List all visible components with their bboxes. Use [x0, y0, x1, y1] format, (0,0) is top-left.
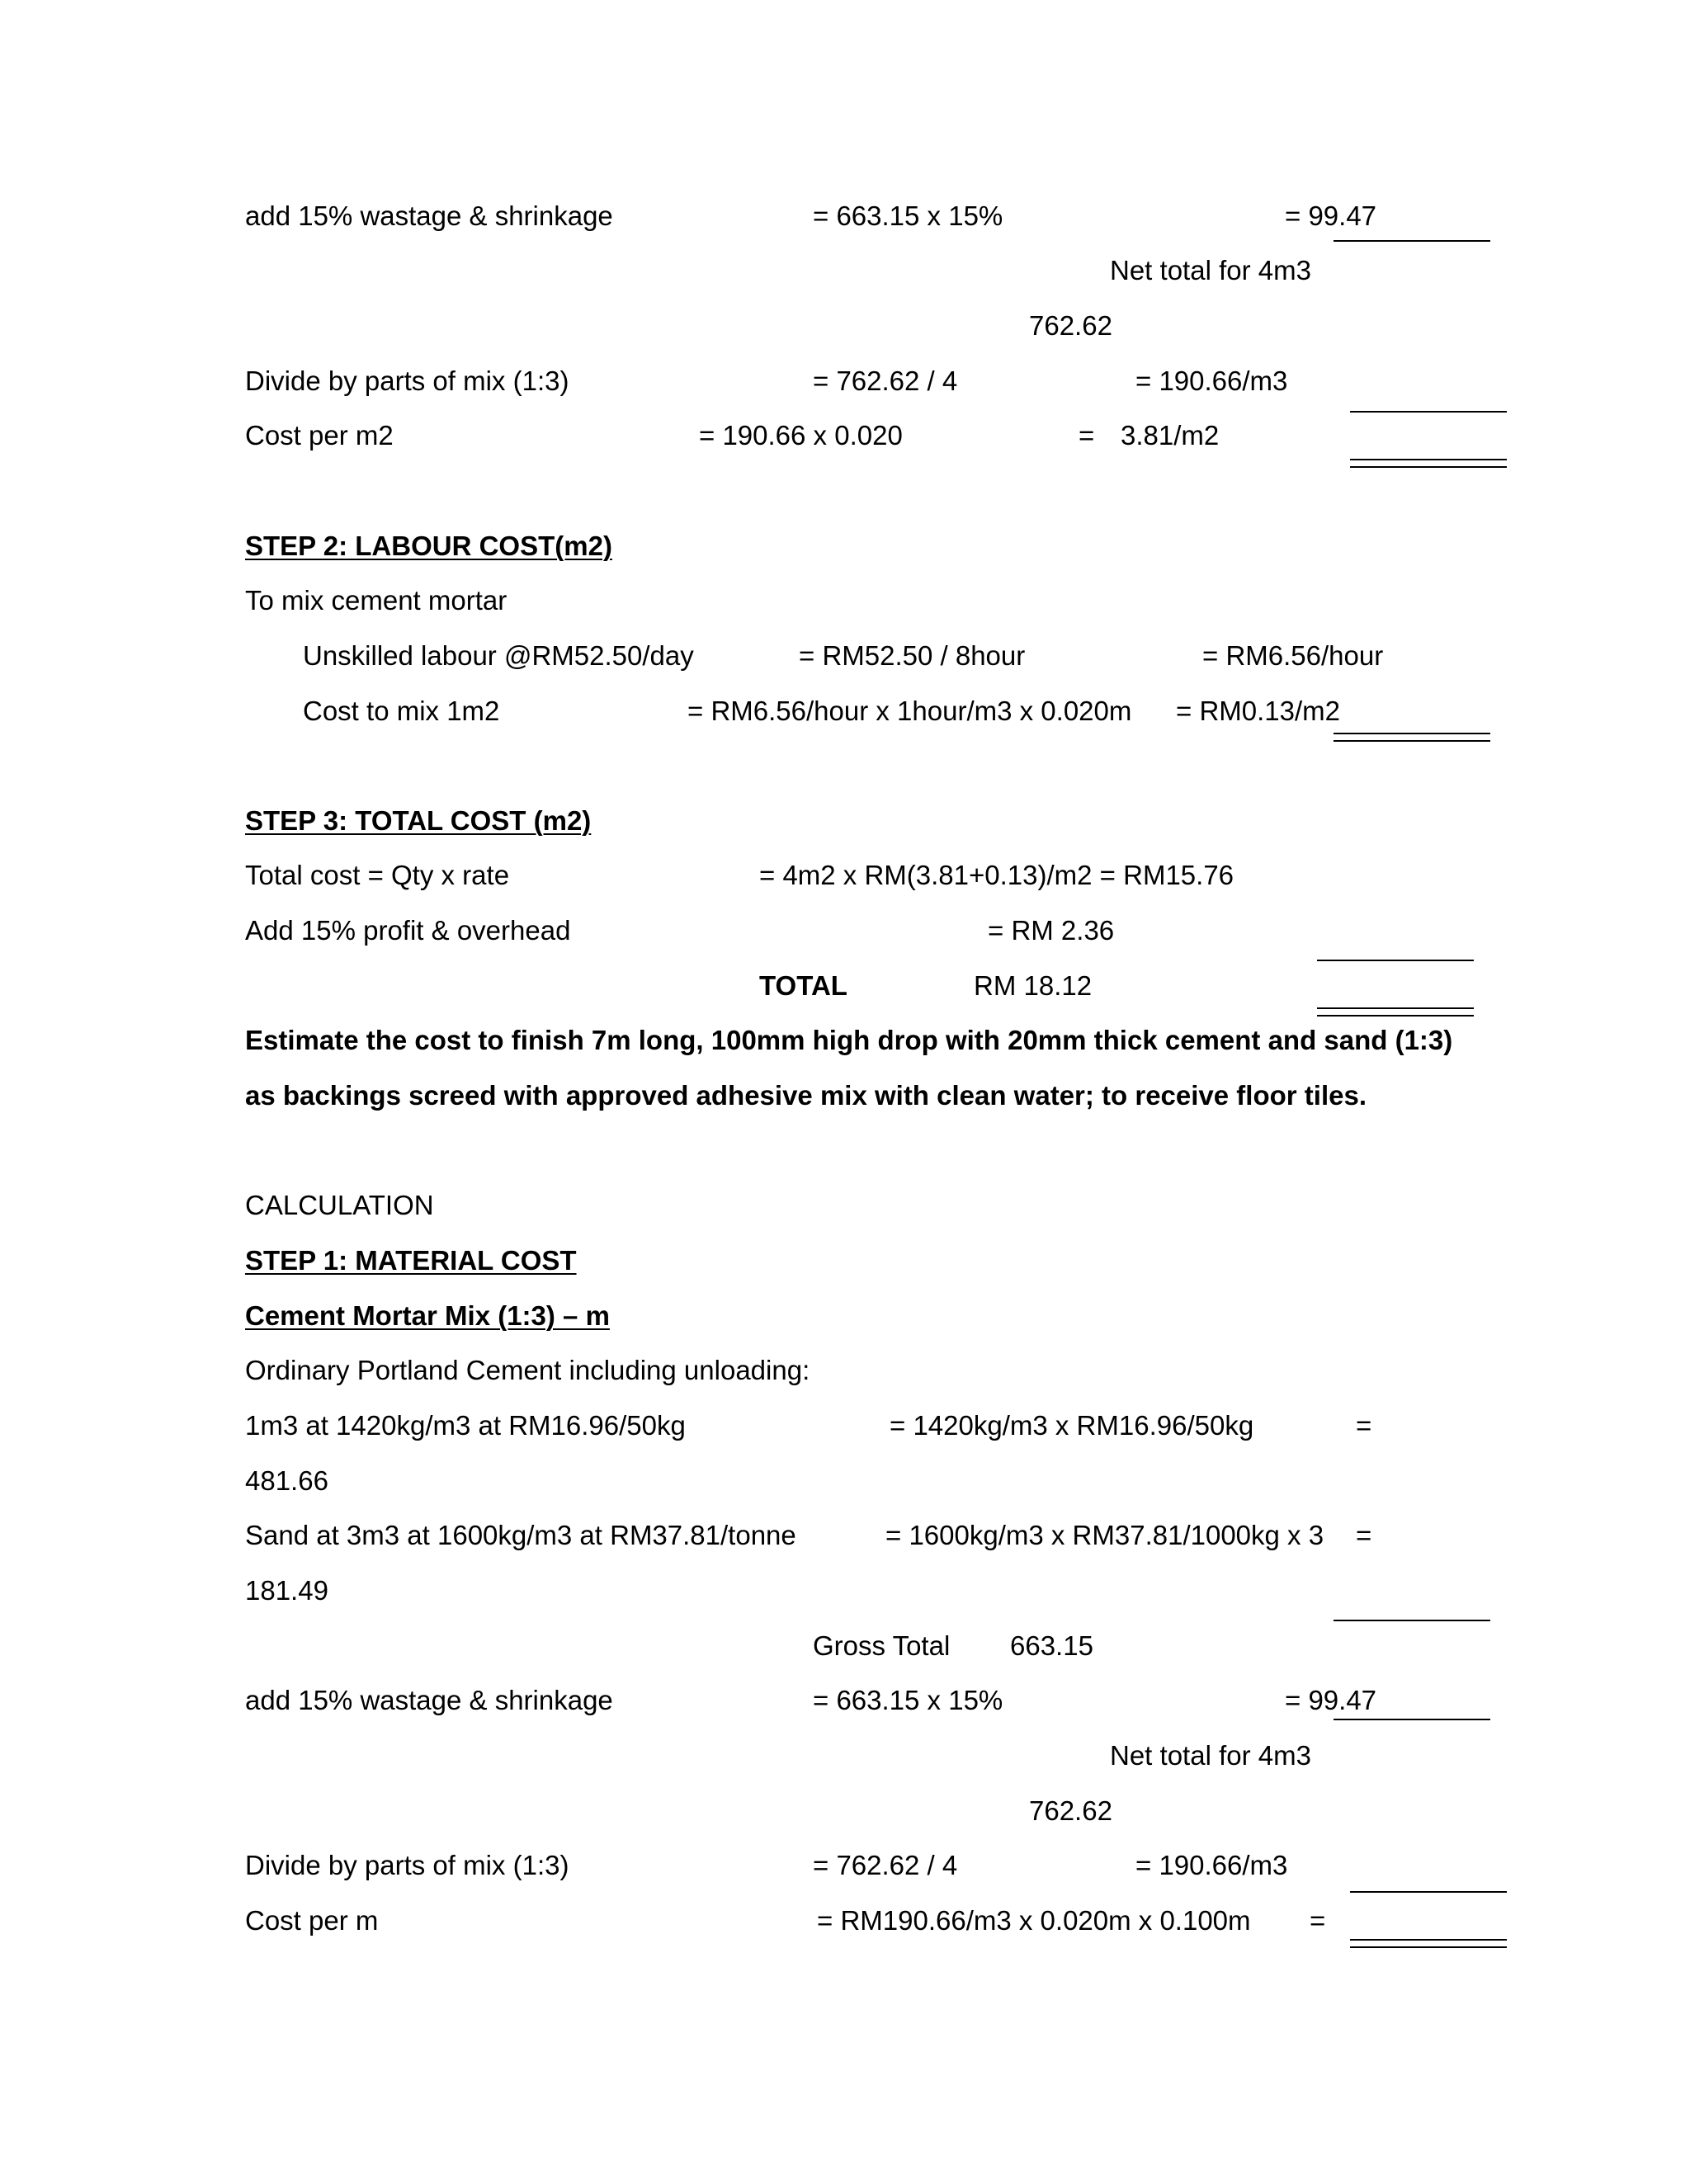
divide-label-2: Divide by parts of mix (1:3)	[245, 1850, 569, 1880]
net-total-value-2: 762.62	[1029, 1795, 1112, 1826]
double-underline-bottom	[1334, 740, 1490, 742]
gross-total-value: 663.15	[1010, 1630, 1093, 1661]
profit-label: Add 15% profit & overhead	[245, 915, 571, 946]
cost-per-label: Cost per m2	[245, 420, 394, 450]
cost-per-formula-2: = RM190.66/m3 x 0.020m x 0.100m	[817, 1905, 1251, 1936]
net-total-label-2: Net total for 4m3	[1110, 1740, 1311, 1771]
mix-cost-label: Cost to mix 1m2	[303, 696, 500, 726]
cement-value: 481.66	[245, 1465, 328, 1496]
sand-formula: = 1600kg/m3 x RM37.81/1000kg x 3	[885, 1520, 1324, 1550]
wastage-label: add 15% wastage & shrinkage	[245, 200, 613, 231]
unskilled-result: = RM6.56/hour	[1202, 640, 1384, 671]
sand-value: 181.49	[245, 1575, 328, 1606]
cost-per-eq-2: =	[1310, 1905, 1326, 1936]
wastage-result-2: = 99.47	[1285, 1685, 1377, 1715]
underline-rule	[1334, 1620, 1490, 1621]
question-line1: Estimate the cost to finish 7m long, 100mm high drop with 20mm thick cement and sand (1:3)	[245, 1025, 1453, 1055]
double-underline-bottom	[1350, 466, 1507, 468]
question-line2: as backings screed with approved adhesive mix with clean water; to receive floor tiles.	[245, 1080, 1367, 1111]
net-total-value: 762.62	[1029, 310, 1112, 341]
gross-total-label: Gross Total	[813, 1630, 951, 1661]
net-total-label: Net total for 4m3	[1110, 255, 1311, 285]
sand-label: Sand at 3m3 at 1600kg/m3 at RM37.81/tonne	[245, 1520, 796, 1550]
calculation-heading: CALCULATION	[245, 1190, 434, 1220]
wastage-formula-2: = 663.15 x 15%	[813, 1685, 1003, 1715]
unskilled-formula: = RM52.50 / 8hour	[799, 640, 1026, 671]
double-underline-bottom	[1317, 1015, 1474, 1017]
profit-result: = RM 2.36	[988, 915, 1115, 946]
cost-per-eq: =	[1079, 420, 1095, 450]
underline-rule	[1334, 1719, 1490, 1720]
underline-rule	[1317, 960, 1474, 961]
divide-formula: = 762.62 / 4	[813, 366, 958, 396]
double-underline-top	[1350, 1939, 1507, 1941]
divide-result: = 190.66/m3	[1135, 366, 1288, 396]
unskilled-label: Unskilled labour @RM52.50/day	[303, 640, 694, 671]
double-underline-top	[1334, 733, 1490, 734]
divide-formula-2: = 762.62 / 4	[813, 1850, 958, 1880]
step1-heading: STEP 1: MATERIAL COST	[245, 1245, 577, 1276]
total-value: RM 18.12	[974, 970, 1093, 1001]
step3-heading: STEP 3: TOTAL COST (m2)	[245, 805, 592, 836]
cost-per-formula: = 190.66 x 0.020	[699, 420, 903, 450]
cement-eq: =	[1356, 1410, 1372, 1441]
divide-result-2: = 190.66/m3	[1135, 1850, 1288, 1880]
mix-cost-formula: = RM6.56/hour x 1hour/m3 x 0.020m	[687, 696, 1132, 726]
total-label: TOTAL	[759, 970, 847, 1001]
sand-eq: =	[1356, 1520, 1372, 1550]
underline-rule	[1350, 1891, 1507, 1893]
total-cost-formula: = 4m2 x RM(3.81+0.13)/m2 = RM15.76	[759, 860, 1234, 890]
cement-label: 1m3 at 1420kg/m3 at RM16.96/50kg	[245, 1410, 686, 1441]
underline-rule	[1334, 240, 1490, 242]
cement-formula: = 1420kg/m3 x RM16.96/50kg	[890, 1410, 1254, 1441]
total-cost-label: Total cost = Qty x rate	[245, 860, 510, 890]
divide-label: Divide by parts of mix (1:3)	[245, 366, 569, 396]
wastage-formula: = 663.15 x 15%	[813, 200, 1003, 231]
double-underline-bottom	[1350, 1946, 1507, 1948]
opc-intro: Ordinary Portland Cement including unloading:	[245, 1355, 810, 1385]
cost-per-result: 3.81/m2	[1121, 420, 1220, 450]
double-underline-top	[1317, 1007, 1474, 1009]
wastage-label-2: add 15% wastage & shrinkage	[245, 1685, 613, 1715]
wastage-result: = 99.47	[1285, 200, 1377, 231]
mix-cost-result: = RM0.13/m2	[1176, 696, 1340, 726]
step2-intro: To mix cement mortar	[245, 585, 507, 616]
double-underline-top	[1350, 459, 1507, 460]
underline-rule	[1350, 411, 1507, 413]
cost-per-label-2: Cost per m	[245, 1905, 379, 1936]
mix-heading: Cement Mortar Mix (1:3) – m	[245, 1300, 610, 1331]
step2-heading: STEP 2: LABOUR COST(m2)	[245, 531, 612, 561]
